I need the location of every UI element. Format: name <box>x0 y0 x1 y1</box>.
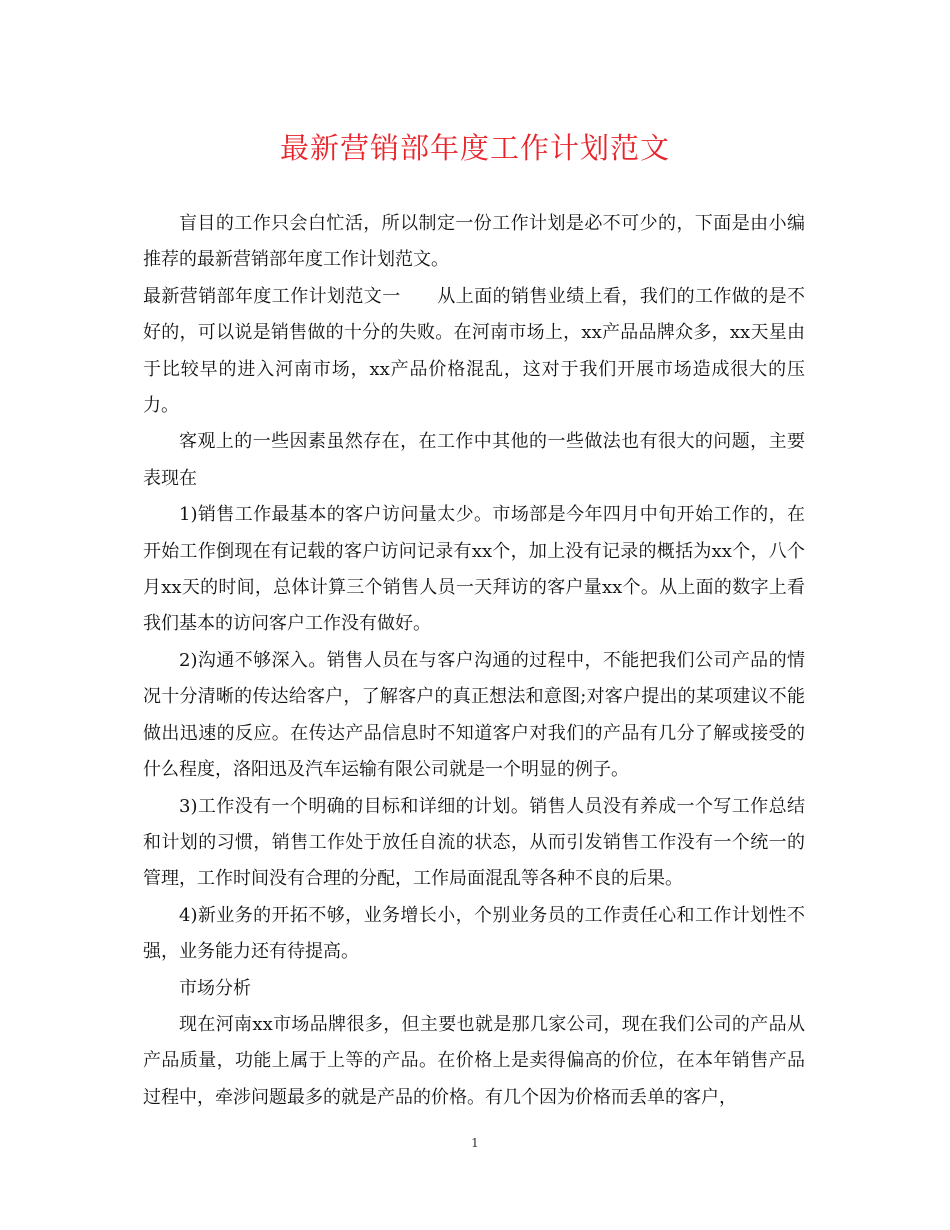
document-title: 最新营销部年度工作计划范文 <box>279 131 670 165</box>
issues-intro-paragraph: 客观上的一些因素虽然存在，在工作中其他的一些做法也有很大的问题，主要表现在 <box>143 431 805 489</box>
issue-2-paragraph: 2)沟通不够深入。销售人员在与客户沟通的过程中，不能把我们公司产品的情况十分清晰的传达给客户，了解客户的真正想法和意图;对客户提出的某项建议不能做出迅速的反应。在传达产品信息时不知道客户对我们的产品有几分了解或接受的什么程度，洛阳迅及汽车运输有限公司就是一个明显的例子。 <box>143 649 805 781</box>
section-one-paragraph: 最新营销部年度工作计划范文一 从上面的销售业绩上看，我们的工作做的是不好的，可以说是销售做的十分的失败。在河南市场上，xx产品品牌众多，xx天星由于比较早的进入河南市场，xx产品价格混乱，这对于我们开展市场造成很大的压力。 <box>143 285 805 417</box>
market-analysis-paragraph: 现在河南xx市场品牌很多，但主要也就是那几家公司，现在我们公司的产品从产品质量，功能上属于上等的产品。在价格上是卖得偏高的价位，在本年销售产品过程中，牵涉问题最多的就是产品的价格。有几个因为价格而丢单的客户， <box>143 1013 805 1108</box>
intro-paragraph: 盲目的工作只会白忙活，所以制定一份工作计划是必不可少的，下面是由小编推荐的最新营销部年度工作计划范文。 <box>143 213 805 271</box>
issue-4-paragraph: 4)新业务的开拓不够，业务增长小，个别业务员的工作责任心和工作计划性不强，业务能力还有待提高。 <box>143 904 805 963</box>
document-body <box>143 206 805 1116</box>
issue-3-paragraph: 3)工作没有一个明确的目标和详细的计划。销售人员没有养成一个写工作总结和计划的习惯，销售工作处于放任自流的状态，从而引发销售工作没有一个统一的管理，工作时间没有合理的分配，工作局面混乱等各种不良的后果。 <box>143 795 805 890</box>
market-analysis-heading: 市场分析 <box>179 977 251 999</box>
page-number: 1 <box>471 1136 479 1150</box>
issue-1-paragraph: 1)销售工作最基本的客户访问量太少。市场部是今年四月中旬开始工作的，在开始工作倒现在有记载的客户访问记录有xx个，加上没有记录的概括为xx个，八个月xx天的时间，总体计算三个销售人员一天拜访的客户量xx个。从上面的数字上看我们基本的访问客户工作没有做好。 <box>143 504 805 635</box>
